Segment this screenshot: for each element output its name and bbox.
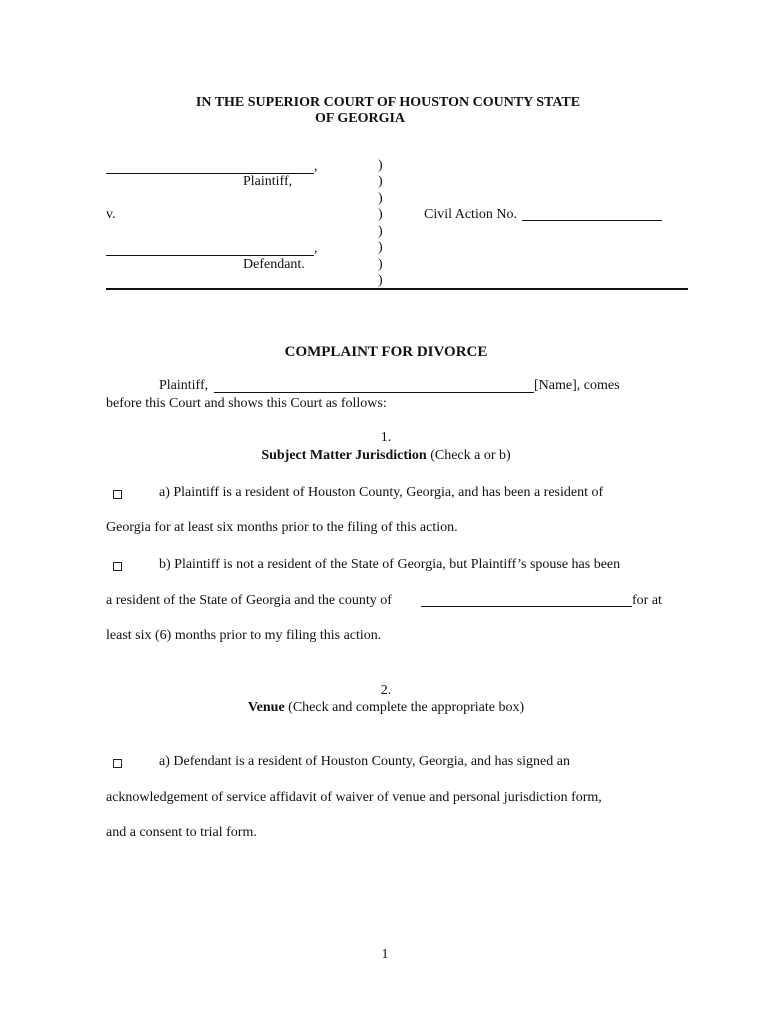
venue-option-a-line3: and a consent to trial form.	[106, 825, 257, 840]
jurisdiction-option-a-checkbox[interactable]	[113, 490, 122, 499]
intro-name-suffix: [Name], comes	[534, 378, 620, 393]
caption-paren: )	[378, 224, 383, 239]
jurisdiction-option-a-line1: a) Plaintiff is a resident of Houston County, Georgia, and has been a resident of	[159, 485, 604, 500]
intro-plaintiff-label: Plaintiff,	[159, 378, 209, 393]
caption-separator	[106, 288, 688, 290]
caption-paren: )	[378, 158, 383, 173]
section2-heading-rest: (Check and complete the appropriate box)	[284, 700, 525, 715]
complaint-title: COMPLAINT FOR DIVORCE	[284, 344, 488, 360]
plaintiff-name-field[interactable]	[214, 392, 534, 393]
section1-number: 1.	[380, 430, 392, 445]
civil-action-number-blank[interactable]	[522, 220, 662, 221]
caption-paren: )	[378, 257, 383, 272]
plaintiff-comma: ,	[314, 159, 318, 174]
civil-action-label: Civil Action No.	[424, 207, 517, 222]
court-title-line1: IN THE SUPERIOR COURT OF HOUSTON COUNTY STATE	[195, 95, 581, 110]
jurisdiction-option-b-line2-pre: a resident of the State of Georgia and the county of	[106, 593, 392, 608]
caption-paren: )	[378, 240, 383, 255]
defendant-name-blank[interactable]	[106, 255, 314, 256]
caption-paren: )	[378, 191, 383, 206]
defendant-comma: ,	[314, 241, 318, 256]
plaintiff-label: Plaintiff,	[243, 174, 293, 189]
defendant-label: Defendant.	[243, 257, 305, 272]
county-name-field[interactable]	[421, 606, 632, 607]
jurisdiction-option-b-line1: b) Plaintiff is not a resident of the State of Georgia, but Plaintiff’s spouse has been	[159, 557, 621, 572]
section1-heading	[0, 448, 770, 465]
intro-line2: before this Court and shows this Court as follows:	[106, 396, 387, 411]
section2-heading	[0, 700, 770, 717]
jurisdiction-option-b-line2-post: for at	[632, 593, 662, 608]
jurisdiction-option-b-checkbox[interactable]	[113, 562, 122, 571]
page-number: 1	[381, 947, 389, 962]
venue-option-a-line2: acknowledgement of service affidavit of waiver of venue and personal jurisdiction form,	[106, 790, 602, 805]
section1-heading-rest: (Check a or b)	[426, 448, 511, 463]
court-title-line2: OF GEORGIA	[314, 111, 406, 126]
versus-label: v.	[106, 207, 116, 222]
venue-option-a-checkbox[interactable]	[113, 759, 122, 768]
caption-paren: )	[378, 174, 383, 189]
venue-option-a-line1: a) Defendant is a resident of Houston County, Georgia, and has signed an	[159, 754, 570, 769]
section2-number: 2.	[380, 683, 392, 698]
section2-heading-bold: Venue	[247, 700, 285, 715]
caption-paren: )	[378, 273, 383, 288]
section1-heading-bold: Subject Matter Jurisdiction	[261, 448, 427, 463]
jurisdiction-option-b-line3: least six (6) months prior to my filing this action.	[106, 628, 382, 643]
jurisdiction-option-a-line2: Georgia for at least six months prior to the filing of this action.	[106, 520, 458, 535]
caption-paren: )	[378, 207, 383, 222]
